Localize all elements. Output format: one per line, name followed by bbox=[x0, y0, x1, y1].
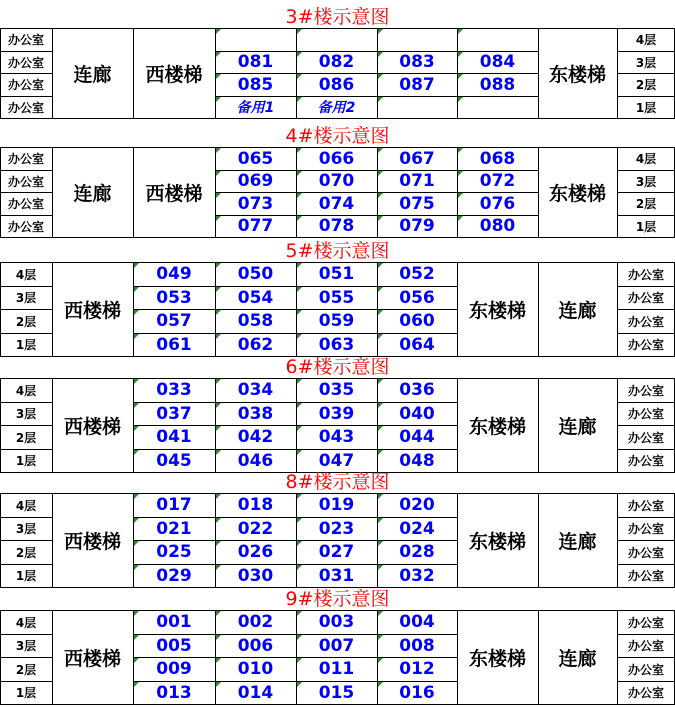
room-cell: 083 bbox=[377, 51, 457, 73]
floor-label: 1层 bbox=[15, 569, 37, 583]
room-cell: 061 bbox=[133, 333, 215, 356]
floor-label: 1层 bbox=[15, 454, 37, 468]
room-cell: 055 bbox=[296, 286, 377, 309]
room-cell: 027 bbox=[296, 540, 377, 564]
room-cell: 071 bbox=[377, 170, 457, 192]
floor-label: 3层 bbox=[635, 174, 657, 189]
office-label: 办公室 bbox=[627, 407, 664, 421]
building-title: 6#楼示意图 bbox=[285, 356, 390, 378]
floor-label: 2层 bbox=[15, 545, 37, 560]
office-label: 办公室 bbox=[7, 174, 44, 189]
room-cell: 042 bbox=[215, 425, 296, 449]
room-cell: 077 bbox=[215, 215, 296, 237]
room-cell: 060 bbox=[377, 309, 457, 333]
corridor-label: 连廊 bbox=[73, 63, 112, 86]
office-label: 办公室 bbox=[627, 267, 664, 282]
room-cell: 059 bbox=[296, 309, 377, 333]
room-cell: 067 bbox=[377, 147, 457, 170]
west-stairs-label: 西楼梯 bbox=[145, 182, 203, 205]
office-label: 办公室 bbox=[627, 291, 664, 305]
room-cell: 047 bbox=[296, 449, 377, 472]
office-label: 办公室 bbox=[627, 338, 664, 352]
floor-label: 4层 bbox=[15, 383, 37, 398]
building-grid bbox=[0, 493, 675, 587]
room-cell: 024 bbox=[377, 517, 457, 540]
office-label: 办公室 bbox=[7, 100, 44, 115]
spare-room-cell: 备用2 bbox=[296, 96, 377, 118]
floor-label: 4层 bbox=[15, 267, 37, 282]
building-title: 8#楼示意图 bbox=[285, 471, 390, 493]
room-cell: 069 bbox=[215, 170, 296, 192]
room-cell: 072 bbox=[457, 170, 538, 192]
room-cell: 040 bbox=[377, 402, 457, 425]
room-cell: 088 bbox=[457, 73, 538, 96]
office-label: 办公室 bbox=[627, 430, 664, 445]
room-cell: 064 bbox=[377, 333, 457, 356]
room-cell: 012 bbox=[377, 657, 457, 681]
room-cell: 070 bbox=[296, 170, 377, 192]
room-cell bbox=[457, 96, 538, 118]
room-cell: 013 bbox=[133, 681, 215, 704]
office-label: 办公室 bbox=[627, 639, 664, 653]
office-label: 办公室 bbox=[627, 498, 664, 513]
floor-label: 1层 bbox=[635, 100, 657, 115]
floor-label: 3层 bbox=[15, 407, 37, 421]
room-cell: 002 bbox=[215, 610, 296, 634]
office-label: 办公室 bbox=[627, 545, 664, 560]
room-cell bbox=[377, 28, 457, 51]
floor-label: 1层 bbox=[15, 338, 37, 352]
room-cell: 015 bbox=[296, 681, 377, 704]
office-label: 办公室 bbox=[627, 314, 664, 329]
east-stairs-label: 东楼梯 bbox=[548, 182, 606, 205]
office-label: 办公室 bbox=[627, 569, 664, 583]
room-cell: 028 bbox=[377, 540, 457, 564]
room-cell: 017 bbox=[133, 493, 215, 517]
room-cell: 063 bbox=[296, 333, 377, 356]
room-cell: 050 bbox=[215, 262, 296, 286]
room-cell: 005 bbox=[133, 634, 215, 657]
building-title: 4#楼示意图 bbox=[285, 125, 390, 147]
floor-label: 4层 bbox=[15, 615, 37, 630]
room-cell: 081 bbox=[215, 51, 296, 73]
room-cell: 057 bbox=[133, 309, 215, 333]
room-cell: 023 bbox=[296, 517, 377, 540]
room-cell: 051 bbox=[296, 262, 377, 286]
room-cell: 016 bbox=[377, 681, 457, 704]
room-cell: 004 bbox=[377, 610, 457, 634]
room-cell: 049 bbox=[133, 262, 215, 286]
room-cell: 035 bbox=[296, 378, 377, 402]
building-grid bbox=[0, 28, 675, 118]
office-label: 办公室 bbox=[7, 33, 44, 47]
room-cell: 034 bbox=[215, 378, 296, 402]
room-cell: 032 bbox=[377, 564, 457, 587]
floor-label: 3层 bbox=[15, 639, 37, 653]
room-cell: 076 bbox=[457, 192, 538, 215]
room-cell: 010 bbox=[215, 657, 296, 681]
west-stairs-label: 西楼梯 bbox=[63, 299, 121, 322]
room-cell: 025 bbox=[133, 540, 215, 564]
room-cell: 021 bbox=[133, 517, 215, 540]
floor-label: 2层 bbox=[15, 430, 37, 445]
office-label: 办公室 bbox=[7, 197, 44, 211]
grid-line bbox=[0, 118, 675, 119]
east-stairs-label: 东楼梯 bbox=[468, 647, 526, 670]
room-cell: 056 bbox=[377, 286, 457, 309]
east-stairs-label: 东楼梯 bbox=[468, 415, 526, 438]
office-label: 办公室 bbox=[627, 522, 664, 536]
building-grid bbox=[0, 610, 675, 704]
room-cell: 031 bbox=[296, 564, 377, 587]
room-cell: 082 bbox=[296, 51, 377, 73]
room-cell: 046 bbox=[215, 449, 296, 472]
room-cell bbox=[296, 28, 377, 51]
room-cell: 029 bbox=[133, 564, 215, 587]
room-cell: 014 bbox=[215, 681, 296, 704]
west-stairs-label: 西楼梯 bbox=[63, 530, 121, 553]
east-stairs-label: 东楼梯 bbox=[468, 530, 526, 553]
office-label: 办公室 bbox=[7, 219, 44, 234]
room-cell: 036 bbox=[377, 378, 457, 402]
room-cell: 030 bbox=[215, 564, 296, 587]
floor-label: 3层 bbox=[15, 291, 37, 305]
corridor-label: 连廊 bbox=[558, 647, 597, 670]
west-stairs-label: 西楼梯 bbox=[63, 415, 121, 438]
corridor-label: 连廊 bbox=[558, 415, 597, 438]
grid-line bbox=[0, 704, 675, 705]
room-cell: 058 bbox=[215, 309, 296, 333]
building-title: 9#楼示意图 bbox=[285, 588, 390, 610]
grid-line bbox=[0, 237, 675, 238]
building-grid bbox=[0, 378, 675, 472]
office-label: 办公室 bbox=[627, 615, 664, 630]
room-cell: 011 bbox=[296, 657, 377, 681]
room-cell: 003 bbox=[296, 610, 377, 634]
room-cell bbox=[377, 96, 457, 118]
room-cell: 084 bbox=[457, 51, 538, 73]
room-cell: 054 bbox=[215, 286, 296, 309]
room-cell: 045 bbox=[133, 449, 215, 472]
room-cell: 037 bbox=[133, 402, 215, 425]
room-cell: 085 bbox=[215, 73, 296, 96]
office-label: 办公室 bbox=[627, 662, 664, 677]
room-cell: 039 bbox=[296, 402, 377, 425]
room-cell: 087 bbox=[377, 73, 457, 96]
building-grid bbox=[0, 262, 675, 356]
floor-label: 2层 bbox=[635, 78, 657, 92]
room-cell: 080 bbox=[457, 215, 538, 237]
west-stairs-label: 西楼梯 bbox=[63, 647, 121, 670]
room-cell: 007 bbox=[296, 634, 377, 657]
room-cell: 033 bbox=[133, 378, 215, 402]
room-cell: 038 bbox=[215, 402, 296, 425]
corridor-label: 连廊 bbox=[558, 299, 597, 322]
room-cell: 044 bbox=[377, 425, 457, 449]
floor-label: 1层 bbox=[635, 219, 657, 234]
room-cell: 009 bbox=[133, 657, 215, 681]
office-label: 办公室 bbox=[627, 383, 664, 398]
floor-label: 4层 bbox=[635, 152, 657, 166]
room-cell: 006 bbox=[215, 634, 296, 657]
office-label: 办公室 bbox=[7, 55, 44, 70]
room-cell: 052 bbox=[377, 262, 457, 286]
room-cell: 086 bbox=[296, 73, 377, 96]
floor-label: 3层 bbox=[635, 55, 657, 70]
room-cell: 065 bbox=[215, 147, 296, 170]
corridor-label: 连廊 bbox=[558, 530, 597, 553]
spare-room-cell: 备用1 bbox=[215, 96, 296, 118]
room-cell: 018 bbox=[215, 493, 296, 517]
room-cell: 062 bbox=[215, 333, 296, 356]
office-label: 办公室 bbox=[627, 454, 664, 468]
floor-label: 2层 bbox=[635, 197, 657, 211]
floor-label: 4层 bbox=[635, 33, 657, 47]
building-grid bbox=[0, 147, 675, 237]
floor-label: 1层 bbox=[15, 686, 37, 700]
room-cell: 074 bbox=[296, 192, 377, 215]
floor-label: 3层 bbox=[15, 522, 37, 536]
floor-label: 2层 bbox=[15, 662, 37, 677]
room-cell: 041 bbox=[133, 425, 215, 449]
room-cell: 001 bbox=[133, 610, 215, 634]
building-title: 3#楼示意图 bbox=[285, 6, 390, 28]
room-cell: 066 bbox=[296, 147, 377, 170]
room-cell: 068 bbox=[457, 147, 538, 170]
building-title: 5#楼示意图 bbox=[285, 240, 390, 262]
floor-label: 2层 bbox=[15, 314, 37, 329]
west-stairs-label: 西楼梯 bbox=[145, 63, 203, 86]
room-cell: 022 bbox=[215, 517, 296, 540]
office-label: 办公室 bbox=[7, 152, 44, 166]
room-cell: 073 bbox=[215, 192, 296, 215]
floor-label: 4层 bbox=[15, 498, 37, 513]
room-cell bbox=[215, 28, 296, 51]
east-stairs-label: 东楼梯 bbox=[548, 63, 606, 86]
room-cell: 020 bbox=[377, 493, 457, 517]
room-cell: 075 bbox=[377, 192, 457, 215]
room-cell bbox=[457, 28, 538, 51]
room-cell: 043 bbox=[296, 425, 377, 449]
room-cell: 078 bbox=[296, 215, 377, 237]
office-label: 办公室 bbox=[7, 78, 44, 92]
room-cell: 053 bbox=[133, 286, 215, 309]
east-stairs-label: 东楼梯 bbox=[468, 299, 526, 322]
room-cell: 026 bbox=[215, 540, 296, 564]
room-cell: 019 bbox=[296, 493, 377, 517]
room-cell: 008 bbox=[377, 634, 457, 657]
room-cell: 048 bbox=[377, 449, 457, 472]
room-cell: 079 bbox=[377, 215, 457, 237]
corridor-label: 连廊 bbox=[73, 182, 112, 205]
office-label: 办公室 bbox=[627, 686, 664, 700]
